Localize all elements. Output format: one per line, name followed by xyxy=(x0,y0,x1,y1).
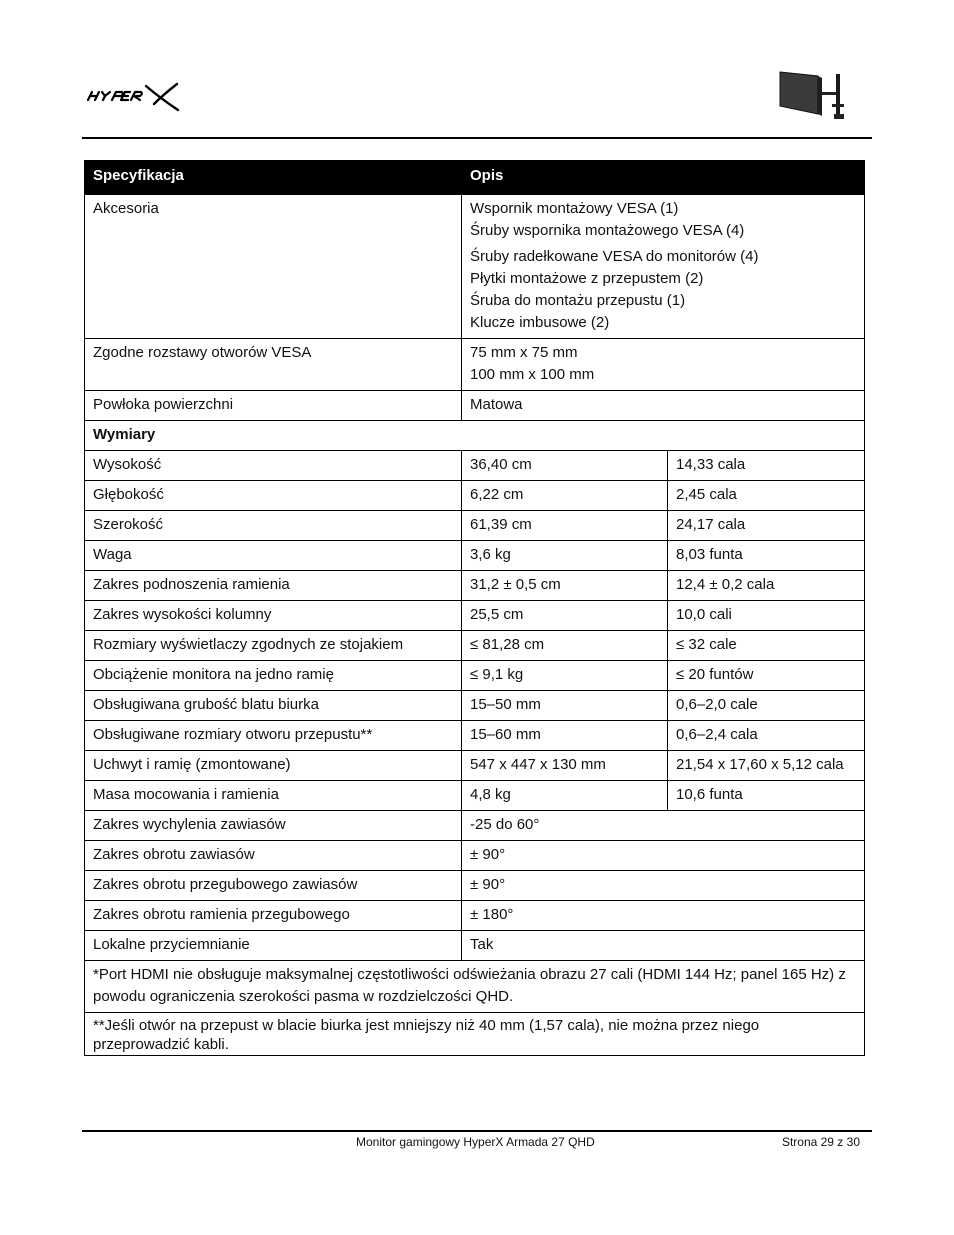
metric-value: 36,40 cm xyxy=(462,451,668,481)
metric-value: 25,5 cm xyxy=(462,601,668,631)
imperial-value: ≤ 20 funtów xyxy=(668,661,865,691)
dimension-rows xyxy=(85,451,865,811)
row-label: Wysokość xyxy=(85,451,462,481)
accessory-item: Klucze imbusowe (2) xyxy=(470,314,610,331)
table-row xyxy=(85,541,865,571)
vesa-values xyxy=(462,339,865,391)
imperial-value: 10,6 funta xyxy=(668,781,865,811)
imperial-value: 0,6–2,4 cala xyxy=(668,721,865,751)
row-value: ± 90° xyxy=(462,871,865,901)
imperial-value: 8,03 funta xyxy=(668,541,865,571)
row-label: Akcesoria xyxy=(85,195,462,339)
table-row xyxy=(85,901,865,931)
imperial-value: ≤ 32 cale xyxy=(668,631,865,661)
row-label: Zakres podnoszenia ramienia xyxy=(85,571,462,601)
imperial-value: 14,33 cala xyxy=(668,451,865,481)
hyperx-logo xyxy=(84,80,184,112)
table-row-dimensions-heading xyxy=(85,421,865,451)
table-row xyxy=(85,511,865,541)
table-row xyxy=(85,841,865,871)
table-row-note-2 xyxy=(85,1013,865,1056)
imperial-value: 12,4 ± 0,2 cala xyxy=(668,571,865,601)
table-row xyxy=(85,781,865,811)
spec-table xyxy=(84,160,865,1056)
column-header-desc: Opis xyxy=(462,161,865,195)
accessory-item: Płytki montażowe z przepustem (2) xyxy=(470,270,704,287)
row-label: Zakres wysokości kolumny xyxy=(85,601,462,631)
row-label: Waga xyxy=(85,541,462,571)
row-label: Zakres obrotu zawiasów xyxy=(85,841,462,871)
table-row xyxy=(85,601,865,631)
imperial-value: 0,6–2,0 cale xyxy=(668,691,865,721)
row-label: Zakres wychylenia zawiasów xyxy=(85,811,462,841)
metric-value: 61,39 cm xyxy=(462,511,668,541)
range-rows xyxy=(85,811,865,961)
accessory-item: Śruby radełkowane VESA do monitorów (4) xyxy=(470,248,759,265)
accessory-item: Wspornik montażowy VESA (1) xyxy=(470,200,679,217)
metric-value: 3,6 kg xyxy=(462,541,668,571)
row-value: ± 90° xyxy=(462,841,865,871)
vesa-value: 100 mm x 100 mm xyxy=(470,366,595,383)
metric-value: 547 x 447 x 130 mm xyxy=(462,751,668,781)
table-row xyxy=(85,481,865,511)
table-row xyxy=(85,631,865,661)
row-label: Głębokość xyxy=(85,481,462,511)
footnote-1: *Port HDMI nie obsługuje maksymalnej częstotliwości odświeżania obrazu 27 cali (HDMI 144 Hz; panel 165 Hz) z powodu ograniczenia szerokości pasma w rozdzielczości QHD. xyxy=(85,961,865,1013)
table-row-coating xyxy=(85,391,865,421)
metric-value: 15–50 mm xyxy=(462,691,668,721)
table-row xyxy=(85,451,865,481)
imperial-value: 21,54 x 17,60 x 5,12 cala xyxy=(668,751,865,781)
metric-value: ≤ 9,1 kg xyxy=(462,661,668,691)
table-row xyxy=(85,661,865,691)
table-row xyxy=(85,691,865,721)
table-header-row xyxy=(85,161,865,195)
accessory-item: Śruby wspornika montażowego VESA (4) xyxy=(470,222,745,239)
table-row xyxy=(85,931,865,961)
section-heading: Wymiary xyxy=(85,421,865,451)
row-label: Lokalne przyciemnianie xyxy=(85,931,462,961)
row-label: Obsługiwana grubość blatu biurka xyxy=(85,691,462,721)
row-value: -25 do 60° xyxy=(462,811,865,841)
footer-document-title: Monitor gamingowy HyperX Armada 27 QHD xyxy=(356,1135,595,1149)
monitor-arm-icon xyxy=(778,70,850,124)
imperial-value: 10,0 cali xyxy=(668,601,865,631)
row-label: Zgodne rozstawy otworów VESA xyxy=(85,339,462,391)
table-row xyxy=(85,871,865,901)
metric-value: ≤ 81,28 cm xyxy=(462,631,668,661)
table-row-note-1 xyxy=(85,961,865,1013)
vesa-value: 75 mm x 75 mm xyxy=(470,344,578,361)
row-value: ± 180° xyxy=(462,901,865,931)
table-row xyxy=(85,571,865,601)
row-label: Masa mocowania i ramienia xyxy=(85,781,462,811)
metric-value: 4,8 kg xyxy=(462,781,668,811)
imperial-value: 24,17 cala xyxy=(668,511,865,541)
metric-value: 6,22 cm xyxy=(462,481,668,511)
imperial-value: 2,45 cala xyxy=(668,481,865,511)
row-label: Zakres obrotu przegubowego zawiasów xyxy=(85,871,462,901)
column-header-spec: Specyfikacja xyxy=(85,161,462,195)
header-rule xyxy=(82,137,872,139)
footer-rule xyxy=(82,1130,872,1132)
row-value: Matowa xyxy=(462,391,865,421)
row-label: Zakres obrotu ramienia przegubowego xyxy=(85,901,462,931)
row-label: Rozmiary wyświetlaczy zgodnych ze stojakiem xyxy=(85,631,462,661)
row-label: Szerokość xyxy=(85,511,462,541)
row-value: Tak xyxy=(462,931,865,961)
row-label: Obciążenie monitora na jedno ramię xyxy=(85,661,462,691)
row-label: Uchwyt i ramię (zmontowane) xyxy=(85,751,462,781)
table-row xyxy=(85,751,865,781)
accessory-item: Śruba do montażu przepustu (1) xyxy=(470,292,686,309)
accessories-list xyxy=(462,195,865,339)
metric-value: 31,2 ± 0,5 cm xyxy=(462,571,668,601)
table-row-accessories xyxy=(85,195,865,339)
table-row xyxy=(85,721,865,751)
row-label: Powłoka powierzchni xyxy=(85,391,462,421)
footnote-2: **Jeśli otwór na przepust w blacie biurka jest mniejszy niż 40 mm (1,57 cala), nie można przez niego przeprowadzić kabli. xyxy=(85,1013,865,1056)
metric-value: 15–60 mm xyxy=(462,721,668,751)
footer-page-number: Strona 29 z 30 xyxy=(781,1135,860,1149)
table-row xyxy=(85,811,865,841)
row-label: Obsługiwane rozmiary otworu przepustu** xyxy=(85,721,462,751)
table-row-vesa xyxy=(85,339,865,391)
